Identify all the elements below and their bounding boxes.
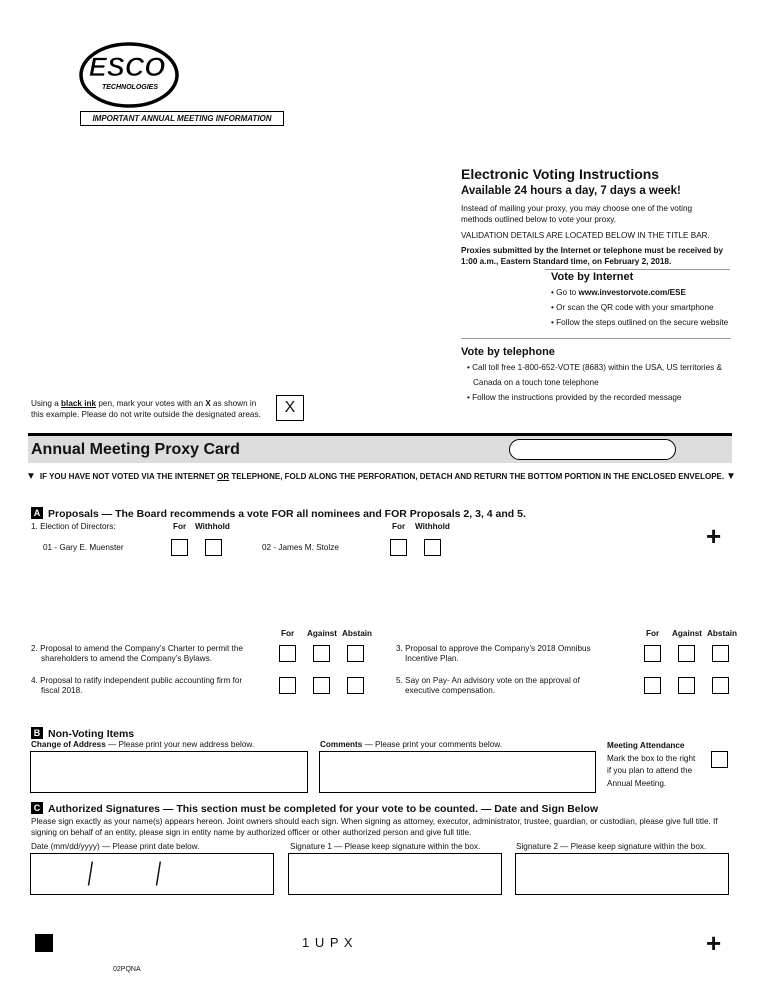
section-c-title: Authorized Signatures — This section must be completed for your vote to be counted. — Date and Sign Below bbox=[48, 803, 599, 815]
divider bbox=[545, 269, 730, 270]
example-mark-box: X bbox=[276, 395, 304, 421]
divider bbox=[461, 338, 731, 339]
fold-text: TELEPHONE, FOLD ALONG THE PERFORATION, DETACH AND RETURN THE BOTTOM PORTION IN THE ENCLOSED ENVELOPE. bbox=[229, 472, 725, 481]
proposal2-for-checkbox[interactable] bbox=[279, 645, 296, 662]
proposal-3 bbox=[396, 644, 591, 664]
esco-logo bbox=[78, 40, 180, 110]
form-id: 02PQNA bbox=[113, 966, 141, 973]
right-for-header: For bbox=[646, 629, 660, 638]
proposal2-abstain-checkbox[interactable] bbox=[347, 645, 364, 662]
address-label-bold: Change of Address bbox=[31, 740, 106, 749]
proposal-line: 5. Say on Pay- An advisory vote on the approval of bbox=[396, 676, 580, 685]
fold-or: OR bbox=[217, 472, 230, 481]
address-hint: — Please print your new address below. bbox=[105, 740, 255, 749]
nominee1-withhold-header: Withhold bbox=[195, 522, 230, 531]
proposal2-against-checkbox[interactable] bbox=[313, 645, 330, 662]
phone-step: • Call toll free 1-800-652-VOTE (8683) within the USA, US territories & bbox=[467, 363, 722, 372]
proposal5-for-checkbox[interactable] bbox=[644, 677, 661, 694]
vote-internet-title: Vote by Internet bbox=[551, 271, 634, 283]
proposal4-abstain-checkbox[interactable] bbox=[347, 677, 364, 694]
electronic-intro bbox=[461, 203, 692, 225]
internet-step: • Or scan the QR code with your smartphone bbox=[551, 303, 714, 312]
right-against-header: Against bbox=[672, 629, 703, 638]
attendance-line: Mark the box to the right bbox=[607, 753, 696, 763]
section-c-letter: C bbox=[31, 802, 43, 814]
fold-arrow-left-icon: ▼ bbox=[26, 471, 36, 482]
proposal-5 bbox=[396, 676, 580, 696]
comments-label bbox=[320, 740, 502, 749]
fold-arrow-right-icon: ▼ bbox=[726, 471, 736, 482]
proposal4-for-checkbox[interactable] bbox=[279, 677, 296, 694]
meeting-info-banner: IMPORTANT ANNUAL MEETING INFORMATION bbox=[80, 111, 284, 126]
ink-emphasis: black ink bbox=[61, 399, 97, 408]
comments-label-bold: Comments bbox=[320, 740, 363, 749]
left-against-header: Against bbox=[307, 629, 338, 638]
ink-text: Using a bbox=[31, 399, 62, 408]
proposal5-abstain-checkbox[interactable] bbox=[712, 677, 729, 694]
logo-tagline: TECHNOLOGIES bbox=[101, 84, 159, 91]
vote-telephone-steps bbox=[467, 360, 722, 405]
phone-step: Canada on a touch tone telephone bbox=[473, 378, 599, 387]
change-of-address-field[interactable] bbox=[30, 751, 308, 793]
instruction-line: Please sign exactly as your name(s) appears hereon. Joint owners should each sign. When signing as attorney, executor, administrator, trustee, guardian, or custodian, please give full title. If bbox=[31, 817, 718, 826]
proposal4-against-checkbox[interactable] bbox=[313, 677, 330, 694]
nominee1-for-header: For bbox=[173, 522, 187, 531]
right-abstain-header: Abstain bbox=[707, 629, 738, 638]
meeting-attendance-text bbox=[607, 740, 695, 790]
ink-instructions bbox=[31, 398, 261, 420]
attendance-line: Annual Meeting. bbox=[607, 778, 667, 788]
card-code: 1 U P X bbox=[302, 935, 354, 950]
nominee1-for-checkbox[interactable] bbox=[171, 539, 188, 556]
signature-2-label: Signature 2 — Please keep signature within the box. bbox=[516, 842, 707, 851]
section-b-letter: B bbox=[31, 727, 43, 739]
fold-instruction bbox=[26, 472, 738, 481]
validation-note: VALIDATION DETAILS ARE LOCATED BELOW IN THE TITLE BAR. bbox=[461, 231, 710, 240]
election-label: 1. Election of Directors: bbox=[31, 522, 116, 531]
intro-line: Instead of mailing your proxy, you may choose one of the voting bbox=[461, 204, 693, 213]
electronic-voting-subtitle: Available 24 hours a day, 7 days a week! bbox=[461, 185, 681, 197]
investorvote-link[interactable]: www.investorvote.com/ESE bbox=[578, 288, 686, 297]
deadline-note bbox=[461, 245, 723, 267]
nominee2-for-header: For bbox=[392, 522, 406, 531]
nominee2-withhold-header: Withhold bbox=[415, 522, 450, 531]
plus-mark-icon: + bbox=[706, 521, 722, 551]
signature-2-field[interactable] bbox=[515, 853, 729, 895]
section-b-title: Non-Voting Items bbox=[48, 728, 135, 740]
ink-mark-letter: X bbox=[205, 399, 211, 408]
attendance-line: if you plan to attend the bbox=[607, 766, 693, 775]
ink-text: as shown in bbox=[210, 399, 257, 408]
attendance-title: Meeting Attendance bbox=[607, 741, 685, 750]
proposal-line: executive compensation. bbox=[405, 686, 496, 695]
proposal-2 bbox=[31, 644, 243, 664]
proposal3-abstain-checkbox[interactable] bbox=[712, 645, 729, 662]
section-a-header bbox=[31, 504, 526, 522]
proposal3-for-checkbox[interactable] bbox=[644, 645, 661, 662]
plus-mark-icon: + bbox=[706, 928, 722, 958]
date-label: Date (mm/dd/yyyy) — Please print date below. bbox=[31, 842, 200, 851]
instruction-line: signing on behalf of an entity, please sign in entity name by authorized officer or other authorized person and give full title. bbox=[31, 828, 472, 837]
deadline-line: Proxies submitted by the Internet or telephone must be received by bbox=[461, 246, 724, 255]
proposal-line: Incentive Plan. bbox=[405, 654, 459, 663]
validation-field bbox=[509, 439, 676, 460]
signature-instructions bbox=[31, 816, 735, 838]
left-abstain-header: Abstain bbox=[342, 629, 373, 638]
deadline-line: 1:00 a.m., Eastern Standard time, on February 2, 2018. bbox=[461, 257, 672, 266]
proposal-line: 3. Proposal to approve the Company’s 2018 Omnibus bbox=[396, 644, 591, 653]
proposal-line: fiscal 2018. bbox=[41, 686, 83, 695]
proxy-card-title-bar bbox=[28, 433, 732, 463]
comments-field[interactable] bbox=[319, 751, 596, 793]
nominee1-withhold-checkbox[interactable] bbox=[205, 539, 222, 556]
logo-name: ESCO bbox=[88, 52, 166, 82]
meeting-attendance-checkbox[interactable] bbox=[711, 751, 728, 768]
comments-hint: — Please print your comments below. bbox=[362, 740, 503, 749]
fold-text: IF YOU HAVE NOT VOTED VIA THE INTERNET bbox=[39, 472, 218, 481]
date-slash: / bbox=[87, 856, 94, 892]
proposal-line: 2. Proposal to amend the Company’s Charter to permit the bbox=[31, 644, 243, 653]
proposal5-against-checkbox[interactable] bbox=[678, 677, 695, 694]
registration-mark bbox=[35, 934, 53, 952]
internet-step bbox=[551, 285, 728, 300]
signature-1-field[interactable] bbox=[288, 853, 502, 895]
phone-step: • Follow the instructions provided by the recorded message bbox=[467, 393, 682, 402]
signature-1-label: Signature 1 — Please keep signature within the box. bbox=[290, 842, 481, 851]
date-field[interactable] bbox=[30, 853, 274, 895]
proposal3-against-checkbox[interactable] bbox=[678, 645, 695, 662]
proposal-4 bbox=[31, 676, 242, 696]
date-slash: / bbox=[155, 856, 162, 892]
section-a-letter: A bbox=[31, 507, 43, 519]
electronic-voting-title: Electronic Voting Instructions bbox=[461, 166, 660, 182]
section-a-title: Proposals — The Board recommends a vote FOR all nominees and FOR Proposals 2, 3, 4 and 5. bbox=[48, 508, 526, 520]
intro-line: methods outlined below to vote your proxy. bbox=[461, 215, 617, 224]
proposal-line: 4. Proposal to ratify independent public accounting firm for bbox=[31, 676, 243, 685]
vote-internet-steps bbox=[551, 285, 728, 330]
nominee-1: 01 - Gary E. Muenster bbox=[43, 543, 124, 552]
proposal-line: shareholders to amend the Company’s Bylaws. bbox=[41, 654, 212, 663]
ink-text: pen, mark your votes with an bbox=[96, 399, 206, 408]
left-for-header: For bbox=[281, 629, 295, 638]
nominee-2: 02 - James M. Stolze bbox=[262, 543, 339, 552]
change-of-address-label bbox=[31, 740, 254, 749]
internet-step: • Follow the steps outlined on the secure website bbox=[551, 318, 729, 327]
nominee2-for-checkbox[interactable] bbox=[390, 539, 407, 556]
proxy-card-title: Annual Meeting Proxy Card bbox=[31, 441, 240, 458]
vote-telephone-title: Vote by telephone bbox=[461, 346, 555, 358]
internet-step-prefix: • Go to bbox=[551, 288, 579, 297]
nominee2-withhold-checkbox[interactable] bbox=[424, 539, 441, 556]
ink-text: this example. Please do not write outside the designated areas. bbox=[31, 410, 261, 419]
section-c-header bbox=[31, 799, 598, 817]
